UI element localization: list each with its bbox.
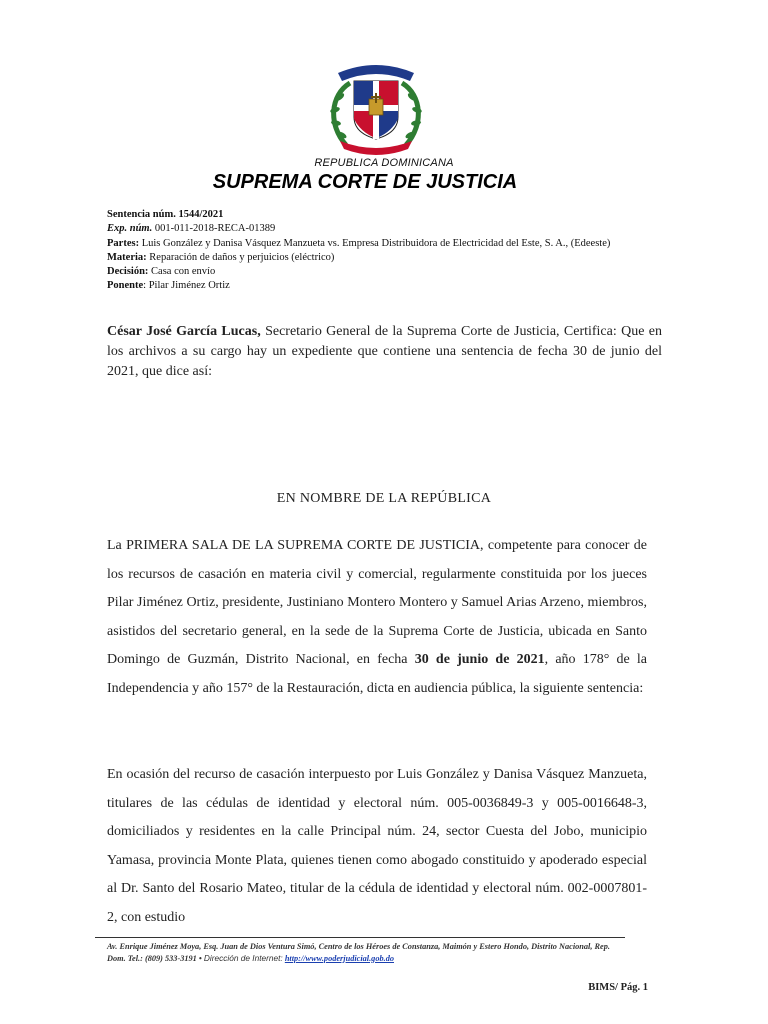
subject-label: Materia: (107, 251, 147, 263)
file-number-row (107, 222, 667, 236)
decision-value: Casa con envío (151, 266, 216, 278)
body-paragraph-2: En ocasión del recurso de casación interpuesto por Luis González y Danisa Vásquez Manzueta, titulares de las cédulas de identidad y electoral núm. 005-0036849-3 y 005-0016648-3, domiciliados y residentes en la calle Principal núm. 24, sector Cuesta del Jobo, municipio Yamasa, provincia Monte Plata, quienes tienen como abogado constituido y apoderado especial al Dr. Santo del Rosario Mateo, titular de la cédula de identidad y electoral núm. 002-0007801-2, con estudio (107, 767, 647, 925)
paragraph-1-text-start: La PRIMERA SALA DE LA SUPREMA CORTE DE JUSTICIA, competente para conocer de los recursos de casación en materia civil y comercial, regularmente constituida por los jueces Pilar Jiménez Ortiz, presidente, Justiniano Montero Montero y Samuel Arias Arzeno, miembros, asistidos del secretario general, en la sede de la Suprema Corte de Justicia, ubicada en Santo Domingo de Guzmán, Distrito Nacional, en fecha (107, 538, 647, 668)
footer-address-text: Av. Enrique Jiménez Moya, Esq. Juan de Dios Ventura Simó, Centro de los Héroes de Constanza, Maimón y Estero Hondo, Distrito Nacional, Rep. Dom. Tel.: (809) 533-3191 • (107, 942, 610, 963)
page-number: BIMS/ Pág. 1 (588, 982, 648, 993)
file-number-value: 001-011-2018-RECA-01389 (154, 223, 276, 235)
parties-value: Luis González y Danisa Vásquez Manzueta vs. Empresa Distribuidora de Electricidad del Este, S. A., (Edeeste) (141, 237, 611, 249)
rapporteur-value: : Pilar Jiménez Ortiz (143, 280, 230, 292)
footer-divider (95, 937, 625, 938)
paragraph-1-date: 30 de junio de 2021 (414, 652, 545, 668)
file-number-label: Exp. núm. (107, 223, 153, 235)
sentence-number: Sentencia núm. 1544/2021 (107, 209, 224, 220)
court-title: SUPREMA CORTE DE JUSTICIA (212, 171, 518, 193)
decision-label: Decisión: (107, 266, 149, 278)
rapporteur-label: Ponente (107, 280, 144, 292)
body-paragraph-1 (107, 532, 647, 704)
footer-internet-label: Dirección de Internet: (203, 952, 283, 963)
case-metadata (107, 208, 667, 294)
country-name: REPUBLICA DOMINICANA (314, 157, 454, 169)
sentence-number-row (107, 208, 667, 222)
parties-label: Partes: (107, 237, 140, 249)
rapporteur-row (107, 279, 667, 293)
footer-address (107, 941, 627, 964)
subject-row (107, 251, 667, 265)
coat-of-arms-icon (320, 55, 432, 159)
section-heading: EN NOMBRE DE LA REPÚBLICA (276, 491, 492, 506)
secretary-name: César José García Lucas, (107, 324, 261, 339)
decision-row (107, 265, 667, 279)
certification-paragraph (107, 322, 662, 382)
website-link[interactable]: http://www.poderjudicial.gob.do (284, 953, 394, 963)
certification-text: Secretario General de la Suprema Corte de Justicia, Certifica: Que en los archivos a su cargo hay un expediente que contiene una sentencia de fecha 30 de junio del 2021, que dice así: (107, 324, 663, 379)
parties-row (107, 237, 667, 251)
subject-value: Reparación de daños y perjuicios (eléctrico) (149, 251, 335, 263)
paragraph-1-text-end: , año 178° de la Independencia y año 157° de la Restauración, dicta en audiencia pública, la siguiente sentencia: (107, 652, 648, 696)
